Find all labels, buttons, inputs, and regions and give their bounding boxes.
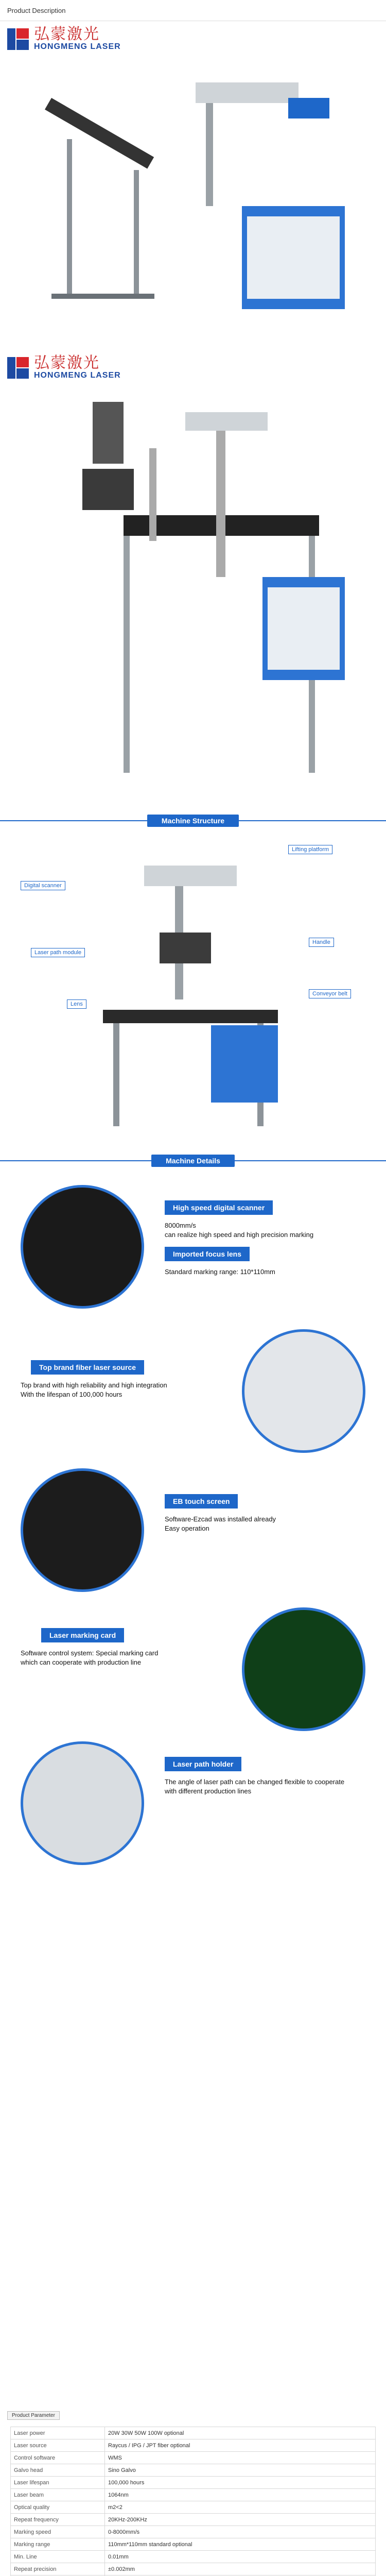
machine-structure-diagram: [21, 835, 365, 1144]
tab-product-parameter: Product Parameter: [7, 2411, 60, 2420]
marking-card-photo: [242, 1607, 365, 1731]
spec-key: Optical quality: [11, 2501, 105, 2514]
detail-title-scanner: High speed digital scanner: [165, 1200, 273, 1215]
brand-logo-2: [7, 355, 121, 380]
spec-value: 0-8000mm/s: [105, 2526, 376, 2538]
spec-value: 20KHz-200KHz: [105, 2514, 376, 2526]
spec-key: Laser beam: [11, 2489, 105, 2501]
laser-source-photo: [242, 1329, 365, 1453]
structure-machine-image: [82, 855, 299, 1133]
label-conveyor: Conveyor belt: [309, 989, 351, 998]
spec-value: 100,000 hours: [105, 2477, 376, 2489]
spec-value: Sino Galvo: [105, 2464, 376, 2477]
spec-value: 1064nm: [105, 2489, 376, 2501]
spec-table: [10, 2427, 376, 2576]
spec-value: Raycus / IPG / JPT fiber optional: [105, 2439, 376, 2452]
scanner-photo: [21, 1185, 144, 1309]
spec-row: [11, 2514, 376, 2526]
spec-key: Repeat frequency: [11, 2514, 105, 2526]
spec-row: [11, 2501, 376, 2514]
spec-key: Control software: [11, 2452, 105, 2464]
spec-row: [11, 2551, 376, 2563]
laser-machine-image-1: [21, 62, 365, 330]
spec-key: Laser lifespan: [11, 2477, 105, 2489]
label-handle: Handle: [309, 938, 334, 947]
label-digital-scanner: Digital scanner: [21, 881, 65, 890]
spec-row: [11, 2427, 376, 2439]
spec-row: [11, 2526, 376, 2538]
spec-row: [11, 2439, 376, 2452]
detail-text-source: Top brand with high reliability and high integration With the lifespan of 100,000 hours: [21, 1381, 167, 1398]
path-holder-photo: [21, 1741, 144, 1865]
detail-title-lens: Imported focus lens: [165, 1247, 250, 1261]
spec-row: [11, 2563, 376, 2575]
section-title-structure: Machine Structure: [0, 814, 386, 827]
detail-title-holder: Laser path holder: [165, 1757, 241, 1771]
spec-key: Laser source: [11, 2439, 105, 2452]
spec-key: Laser power: [11, 2427, 105, 2439]
section-title-details: Machine Details: [0, 1154, 386, 1167]
brand-name-en: HONGMENG LASER: [34, 42, 121, 51]
label-laser-path: Laser path module: [31, 948, 85, 957]
brand-logo: [7, 27, 121, 52]
label-lens: Lens: [67, 999, 86, 1009]
laser-machine-image-2: [21, 392, 365, 814]
detail-title-card: Laser marking card: [41, 1628, 124, 1642]
detail-text-holder: The angle of laser path can be changed flexible to cooperate with different production lines: [165, 1778, 345, 1795]
spec-key: Galvo head: [11, 2464, 105, 2477]
detail-title-source: Top brand fiber laser source: [31, 1360, 144, 1375]
brand-name-en: HONGMENG LASER: [34, 371, 121, 380]
spec-key: Min. Line: [11, 2551, 105, 2563]
spec-value: WMS: [105, 2452, 376, 2464]
spec-value: 20W 30W 50W 100W optional: [105, 2427, 376, 2439]
spec-value: m2<2: [105, 2501, 376, 2514]
detail-text-range: Standard marking range: 110*110mm: [165, 1268, 275, 1276]
page-title: Product Description: [7, 6, 66, 14]
spec-row: [11, 2538, 376, 2551]
logo-icon: [7, 28, 29, 50]
spec-row: [11, 2464, 376, 2477]
header-bar: [0, 0, 386, 21]
logo-icon: [7, 357, 29, 379]
spec-key: Marking range: [11, 2538, 105, 2551]
spec-key: Repeat precision: [11, 2563, 105, 2575]
detail-text-card: Software control system: Special marking card which can cooperate with production line: [21, 1649, 159, 1666]
brand-name-cn: 弘蒙激光: [34, 25, 100, 43]
spec-row: [11, 2452, 376, 2464]
spec-value: ±0.002mm: [105, 2563, 376, 2575]
spec-key: Marking speed: [11, 2526, 105, 2538]
spec-row: [11, 2489, 376, 2501]
spec-value: 110mm*110mm standard optional: [105, 2538, 376, 2551]
spec-row: [11, 2477, 376, 2489]
detail-text-screen: Software-Ezcad was installed already Easy operation: [165, 1515, 276, 1532]
spec-value: 0.01mm: [105, 2551, 376, 2563]
detail-text-scanner: 8000mm/s can realize high speed and high precision marking: [165, 1222, 314, 1239]
brand-name-cn: 弘蒙激光: [34, 354, 100, 372]
label-lifting-platform: Lifting platform: [288, 845, 332, 854]
detail-title-screen: EB touch screen: [165, 1494, 238, 1509]
touch-screen-photo: [21, 1468, 144, 1592]
